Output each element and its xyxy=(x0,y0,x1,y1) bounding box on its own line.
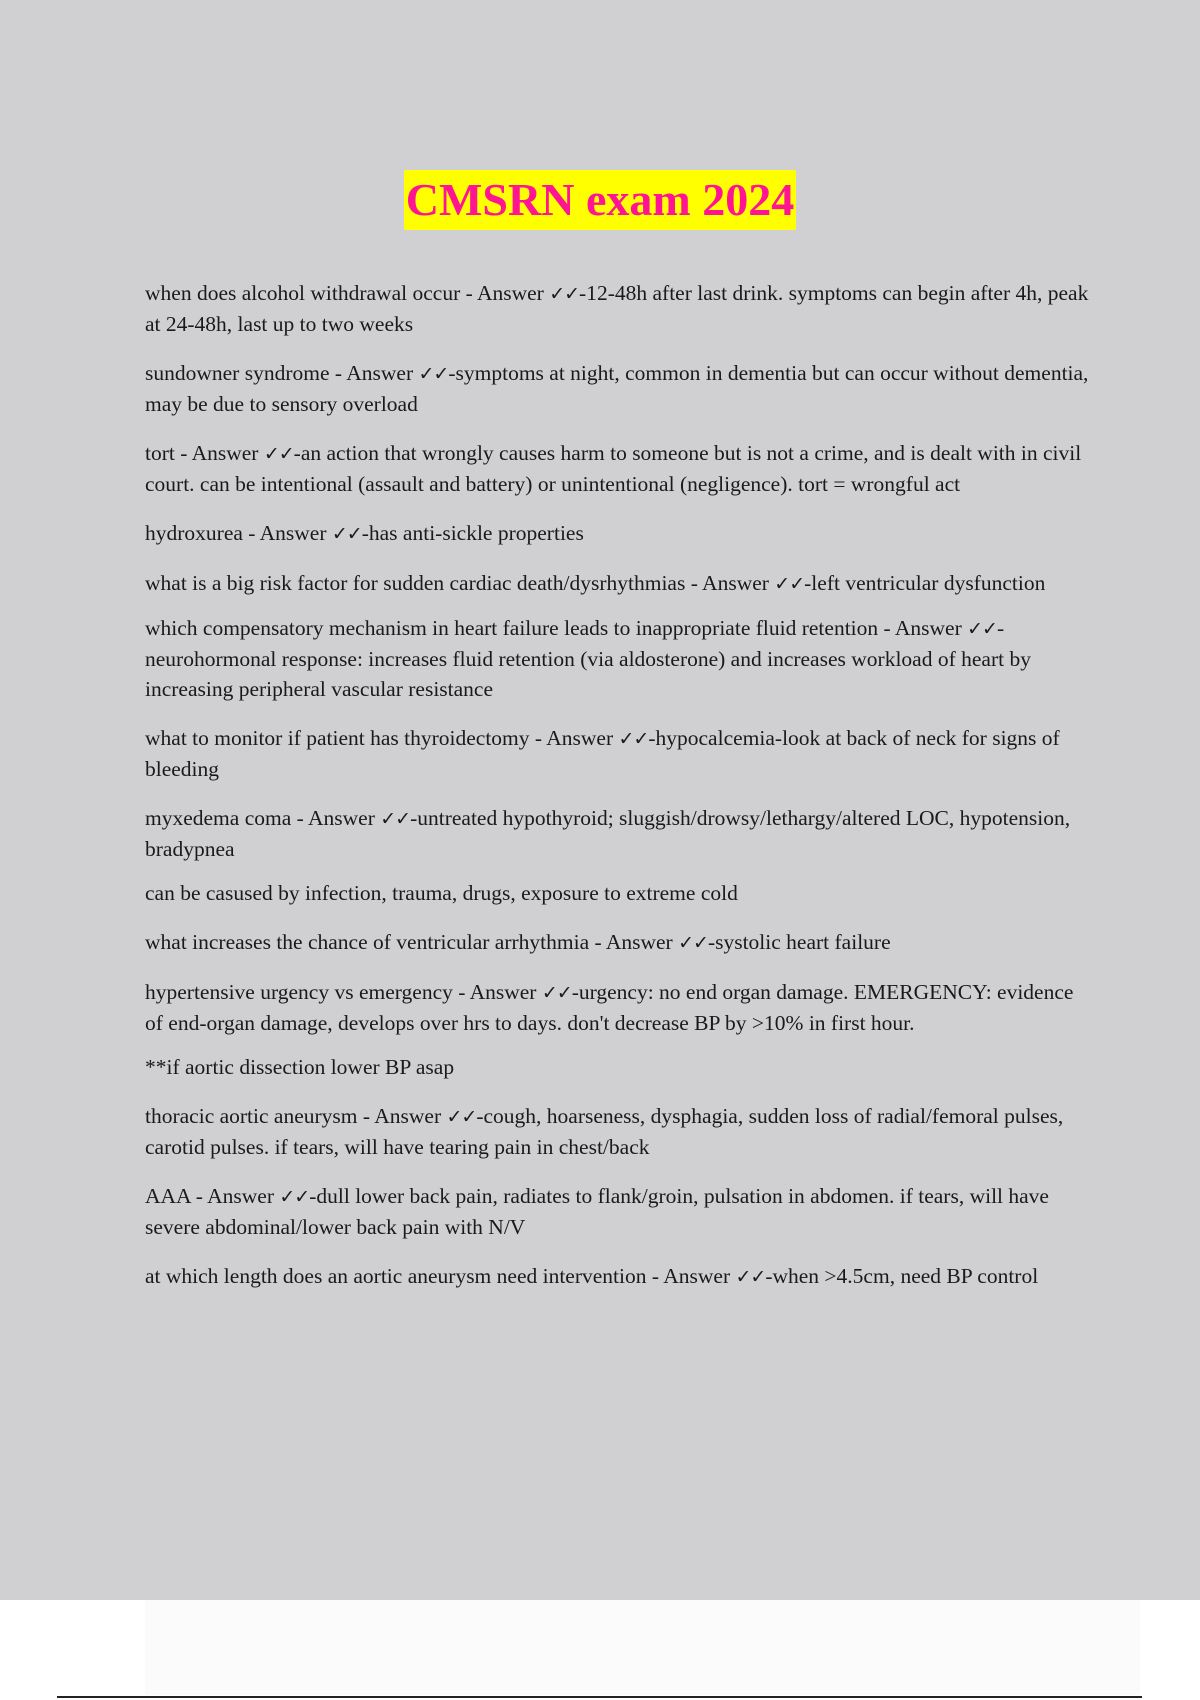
question-text: what increases the chance of ventricular arrhythmia - Answer xyxy=(145,930,679,954)
qa-entry xyxy=(145,1101,1090,1162)
double-check-icon: ✓✓ xyxy=(735,1266,766,1288)
question-text: myxedema coma - Answer xyxy=(145,806,381,830)
double-check-icon: ✓✓ xyxy=(279,1186,310,1208)
question-text: AAA - Answer xyxy=(145,1184,280,1208)
question-text: tort - Answer xyxy=(145,441,264,465)
double-check-icon: ✓✓ xyxy=(418,363,449,385)
qa-entry xyxy=(145,438,1090,499)
question-text: what is a big risk factor for sudden cardiac death/dysrhythmias - Answer xyxy=(145,571,775,595)
qa-entry xyxy=(145,927,1090,958)
question-text: what to monitor if patient has thyroidectomy - Answer xyxy=(145,726,619,750)
qa-entry xyxy=(145,358,1090,419)
double-check-icon: ✓✓ xyxy=(618,728,649,750)
qa-list xyxy=(145,278,1090,1311)
qa-entry xyxy=(145,518,1090,549)
double-check-icon: ✓✓ xyxy=(774,573,805,595)
qa-entry xyxy=(145,803,1090,864)
question-text: which compensatory mechanism in heart failure leads to inappropriate fluid retention - Answer xyxy=(145,616,968,640)
next-page-preview xyxy=(145,1600,1140,1695)
answer-text: -an action that wrongly causes harm to someone but is not a crime, and is dealt with in civil court. can be intentional (assault and battery) or unintentional (negligence). tort = wrongful act xyxy=(145,441,1082,496)
double-check-icon: ✓✓ xyxy=(380,808,411,830)
note-paragraph: **if aortic dissection lower BP asap xyxy=(145,1055,455,1079)
double-check-icon: ✓✓ xyxy=(331,523,362,545)
answer-text: -untreated hypothyroid; sluggish/drowsy/lethargy/altered LOC, hypotension, bradypnea xyxy=(145,806,1071,861)
question-text: sundowner syndrome - Answer xyxy=(145,361,419,385)
qa-entry xyxy=(145,723,1090,784)
question-text: when does alcohol withdrawal occur - Answer xyxy=(145,281,550,305)
qa-entry xyxy=(145,568,1090,599)
double-check-icon: ✓✓ xyxy=(446,1106,477,1128)
title-container xyxy=(0,170,1200,230)
note-paragraph: can be casused by infection, trauma, drugs, exposure to extreme cold xyxy=(145,881,738,905)
qa-entry xyxy=(145,278,1090,339)
question-text: thoracic aortic aneurysm - Answer xyxy=(145,1104,447,1128)
question-text: hypertensive urgency vs emergency - Answer xyxy=(145,980,542,1004)
double-check-icon: ✓✓ xyxy=(549,283,580,305)
answer-text: -12-48h after last drink. symptoms can begin after 4h, peak at 24-48h, last up to two weeks xyxy=(145,281,1089,336)
double-check-icon: ✓✓ xyxy=(678,932,708,954)
double-check-icon: ✓✓ xyxy=(541,982,572,1004)
qa-entry xyxy=(145,977,1090,1038)
page-divider xyxy=(57,1696,1142,1698)
answer-text: -cough, hoarseness, dysphagia, sudden loss of radial/femoral pulses, carotid pulses. if tears, will have tearing pain in chest/back xyxy=(145,1104,1064,1159)
answer-text: -urgency: no end organ damage. EMERGENCY: evidence of end-organ damage, develops over hrs to days. don't decrease BP by >10% in first hour. xyxy=(145,980,1074,1035)
answer-text: -hypocalcemia-look at back of neck for signs of bleeding xyxy=(145,726,1060,781)
double-check-icon: ✓✓ xyxy=(263,443,294,465)
double-check-icon: ✓✓ xyxy=(967,618,997,640)
qa-entry xyxy=(145,1261,1090,1292)
qa-entry xyxy=(145,1181,1090,1242)
answer-text: -neurohormonal response: increases fluid retention (via aldosterone) and increases workload of heart by increasing peripheral vascular resistance xyxy=(145,616,1031,701)
answer-text: -has anti-sickle properties xyxy=(361,521,584,545)
answer-text: -dull lower back pain, radiates to flank/groin, pulsation in abdomen. if tears, will have severe abdominal/lower back pain with N/V xyxy=(145,1184,1049,1239)
answer-text: -symptoms at night, common in dementia but can occur without dementia, may be due to sensory overload xyxy=(145,361,1089,416)
answer-text: -left ventricular dysfunction xyxy=(804,571,1046,595)
question-text: hydroxurea - Answer xyxy=(145,521,332,545)
question-text: at which length does an aortic aneurysm need intervention - Answer xyxy=(145,1264,736,1288)
qa-entry xyxy=(145,613,1090,704)
answer-text: -when >4.5cm, need BP control xyxy=(765,1264,1039,1288)
document-title: CMSRN exam 2024 xyxy=(404,170,796,230)
answer-text: -systolic heart failure xyxy=(707,930,891,954)
